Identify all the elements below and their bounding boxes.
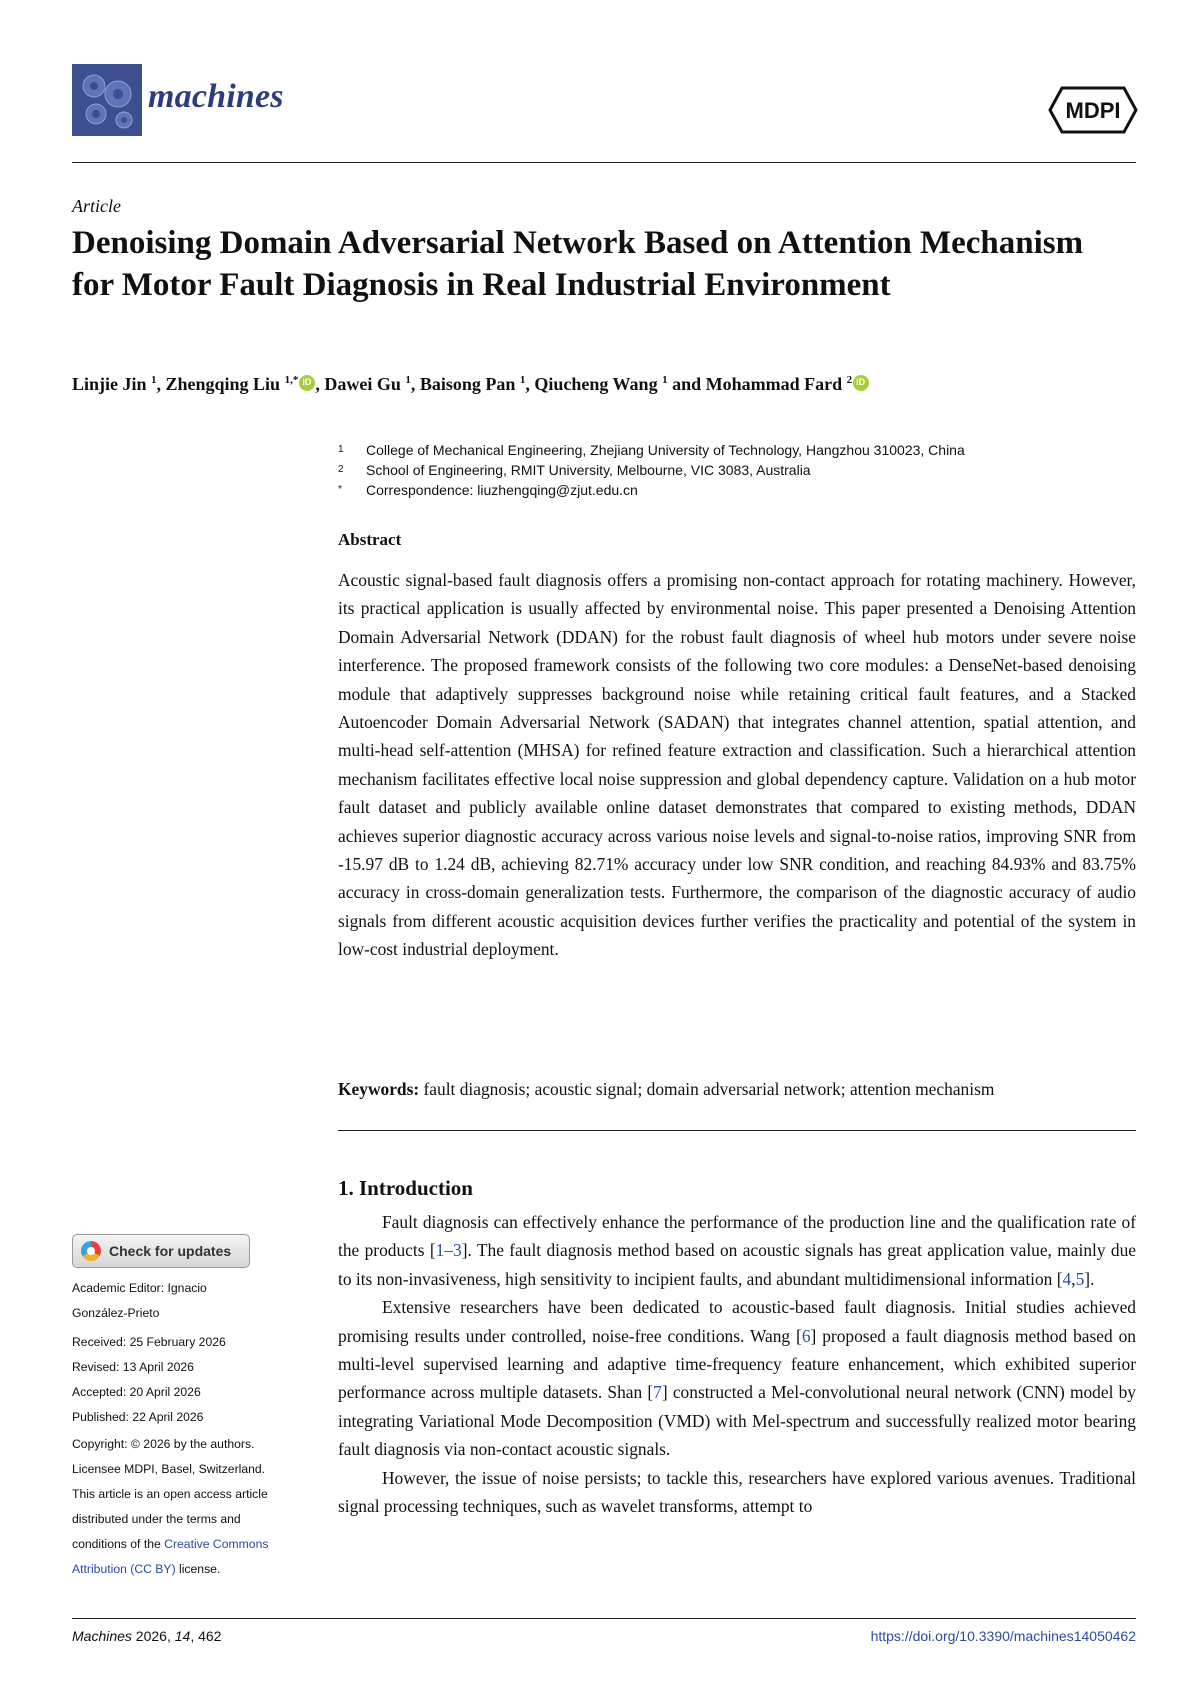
- publisher-name: MDPI: [1065, 98, 1121, 123]
- abstract-heading: Abstract: [338, 530, 402, 549]
- academic-editor: Academic Editor: Ignacio González-Prieto: [72, 1281, 207, 1320]
- header-divider: [72, 162, 1136, 163]
- author-affil-mark: 1: [405, 374, 411, 386]
- affiliation: [338, 440, 1138, 460]
- author-affil-mark: 2: [846, 374, 853, 386]
- date-accepted: Accepted: 20 April 2026: [72, 1385, 201, 1399]
- footer-citation: Machines 2026, 14, 462: [72, 1628, 222, 1644]
- doi-link[interactable]: https://doi.org/10.3390/machines14050462: [870, 1628, 1136, 1644]
- affiliations: [338, 440, 1138, 500]
- author-affil-mark: 1: [662, 374, 668, 386]
- citation-link[interactable]: 1–3: [435, 1240, 462, 1261]
- journal-name: machines: [148, 78, 284, 115]
- date-published: Published: 22 April 2026: [72, 1410, 204, 1424]
- author-name[interactable]: Mohammad Fard: [705, 374, 843, 394]
- citation-link[interactable]: 7: [653, 1382, 662, 1403]
- journal-logo-icon: [72, 64, 142, 136]
- paragraph: However, the issue of noise persists; to tackle this, researchers have explored various avenues. Traditional signal processing techniques, such as wavelet transforms, attempt to: [338, 1467, 1136, 1517]
- paragraph: Extensive researchers have been dedicated to acoustic-based fault diagnosis. Initial studies achieved promising results under controlled, noise-free conditions. Wang [6] proposed a fault diagnosis method based on multi-level supervised learning and adaptive time-frequency feature enhancement, which exhibited superior performance across multiple datasets. Shan [7] constructed a Mel-convolutional neural network (CNN) model by integrating Variational Mode Decomposition (VMD) with Mel-spectrum and successfully realized motor bearing fault diagnosis via non-contact acoustic signals.: [338, 1297, 1136, 1460]
- citation-link[interactable]: 6: [801, 1325, 811, 1346]
- intro-body: [338, 1208, 1136, 1520]
- affiliation-text: School of Engineering, RMIT University, Melbourne, VIC 3083, Australia: [366, 462, 811, 478]
- orcid-icon[interactable]: [299, 375, 315, 391]
- author-name[interactable]: Dawei Gu: [324, 374, 401, 394]
- copyright-notice: Copyright: © 2026 by the authors. Licensee MDPI, Basel, Switzerland. This article is an open access article distributed under the terms and conditions of the Creative Commons Attribution (CC BY) license.: [72, 1437, 269, 1576]
- check-for-updates-button[interactable]: [72, 1234, 250, 1268]
- citation-link[interactable]: 4: [1062, 1268, 1072, 1289]
- correspondence[interactable]: Correspondence: liuzhengqing@zjut.edu.cn: [366, 482, 638, 498]
- affiliation: [338, 480, 1138, 500]
- author-affil-mark: 1: [519, 374, 526, 386]
- keywords: [338, 1076, 1136, 1102]
- author-list: Linjie Jin $^1$, Zhengqing Liu $^{1,*}$iD , Dawei Gu $^1$, Baisong Pan $^1$, Qiucheng Wang $^1$ and Mohammad Fard $^2$iD: [72, 374, 1136, 395]
- license-link[interactable]: Attribution (CC BY): [72, 1562, 176, 1576]
- license-link[interactable]: Creative Commons: [164, 1537, 269, 1551]
- citation-link[interactable]: 5: [1075, 1268, 1085, 1289]
- article-type: Article: [72, 196, 121, 216]
- author-name[interactable]: Linjie Jin: [72, 374, 147, 394]
- date-revised: Revised: 13 April 2026: [72, 1360, 194, 1374]
- keywords-text: fault diagnosis; acoustic signal; domain adversarial network; attention mechanism: [423, 1079, 995, 1099]
- author-affil-mark: 1,*: [284, 374, 299, 386]
- section-heading: 1. Introduction: [338, 1176, 473, 1200]
- keywords-label: Keywords:: [338, 1079, 420, 1099]
- mdpi-logo-icon: [1048, 84, 1138, 136]
- affiliation-mark: *: [338, 484, 342, 495]
- check-updates-label: Check for updates: [109, 1243, 232, 1259]
- article-title: Denoising Domain Adversarial Network Based on Attention Mechanism for Motor Fault Diagnosis in Real Industrial Environment: [72, 225, 1084, 303]
- author-name[interactable]: Qiucheng Wang: [534, 374, 658, 394]
- author-affil-mark: 1: [151, 374, 157, 386]
- check-updates-icon: [81, 1241, 101, 1261]
- paragraph: Fault diagnosis can effectively enhance the performance of the production line and the qualification rate of the products [1–3]. The fault diagnosis method based on acoustic signals has great application value, mainly due to its non-invasiveness, high sensitivity to incipient faults, and abundant multidimensional information [4,5].: [338, 1212, 1137, 1289]
- affiliation-mark: 2: [338, 464, 344, 475]
- publication-dates: [72, 1330, 322, 1430]
- author-name[interactable]: Baisong Pan: [419, 374, 516, 394]
- date-received: Received: 25 February 2026: [72, 1335, 226, 1349]
- footer-divider: [72, 1618, 1136, 1619]
- affiliation-text: College of Mechanical Engineering, Zhejiang University of Technology, Hangzhou 310023, China: [366, 442, 965, 458]
- section-divider: [338, 1130, 1136, 1131]
- abstract-text: Acoustic signal-based fault diagnosis offers a promising non-contact approach for rotating machinery. However, its practical application is usually affected by environmental noise. This paper presented a Denoising Attention Domain Adversarial Network (DDAN) for the robust fault diagnosis of wheel hub motors under severe noise interference. The proposed framework consists of the following two core modules: a DenseNet-based denoising module that adaptively suppresses background noise while retaining critical fault features, and a Stacked Autoencoder Domain Adversarial Network (SADAN) that integrates channel attention, spatial attention, and multi-head self-attention (MHSA) for refined feature extraction and classification. Such a hierarchical attention mechanism facilitates effective local noise suppression and global dependency capture. Validation on a hub motor fault dataset and publicly available online dataset demonstrates that compared to existing methods, DDAN achieves superior diagnostic accuracy across various noise levels and signal-to-noise ratios, improving SNR from -15.97 dB to 1.24 dB, achieving 82.71% accuracy under low SNR condition, and reaching 84.93% and 83.75% accuracy in cross-domain generalization tests. Furthermore, the comparison of the diagnostic accuracy of audio signals from different acoustic acquisition devices further verifies the practicality and potential of the system in low-cost industrial deployment.: [338, 570, 1136, 960]
- affiliation-mark: 1: [338, 444, 344, 455]
- affiliation: [338, 460, 1138, 480]
- author-name[interactable]: Zhengqing Liu: [165, 374, 281, 394]
- orcid-icon[interactable]: [853, 375, 869, 391]
